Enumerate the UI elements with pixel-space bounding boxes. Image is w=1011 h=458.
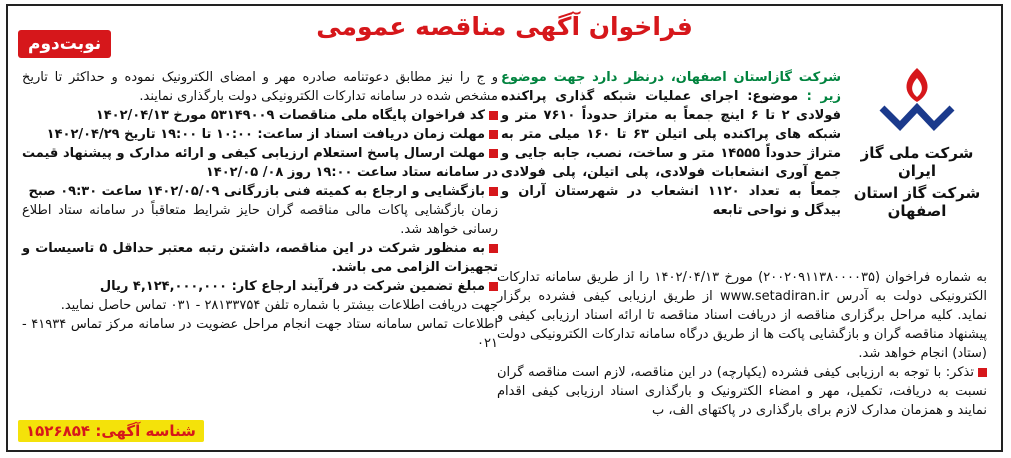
logo-company-subtitle: شرکت گاز استان اصفهان (853, 184, 981, 220)
notice-title: فراخوان آگهی مناقصه عمومی (316, 12, 693, 41)
tender-body (497, 268, 987, 420)
tender-note: تذکر: با توجه به ارزیابی کیفی فشرده (یکپارچه) در این مناقصه، لازم است مناقصه گران نسبت به دریافت، تکمیل، مهر و امضاء الکترونیک و بارگذاری اسناد ارزیابی کیفی اقدام نمایند و همزمان مدارک لازم برای بارگذاری در پاکتهای الف، ب (497, 365, 987, 418)
company-logo (847, 64, 987, 220)
details-column (22, 68, 498, 353)
intro-lead: شرکت گازاستان اصفهان، درنظر دارد جهت موضوع زیر : (501, 70, 841, 104)
tender-paragraph: به شماره فراخوان (۲۰۰۲۰۹۱۱۳۸۰۰۰۰۳۵) مورخ ۱۴۰۲/۰۴/۱۳ را از طریق سامانه تدارکات الکترونیکی دولت به آدرس www.setadiran.ir از طریق ارزیابی کیفی فشرده برگزار نماید. کلیه مراحل برگزاری مناقصه از دریافت اسناد مناقصه تا ارائه اسناد ارزیابی کیفی و پیشنهاد مناقصه گران و بازگشایی پاکت ها از طریق درگاه سامانه تدارکات الکترونیکی دولت (ستاد) انجام خواهد شد. (497, 270, 988, 361)
details-intro: و ج را نیز مطابق دعوتنامه صادره مهر و امضای الکترونیک نموده و حداکثر تا تاریخ مشخص شده در سامانه تدارکات الکترونیکی دولت بارگذاری نمایند. (22, 70, 498, 104)
bullet-icon (489, 187, 498, 196)
intro-column (501, 68, 841, 220)
detail-item-doc-deadline: مهلت زمان دریافت اسناد از ساعت: ۱۰:۰۰ تا ۱۹:۰۰ تاریخ ۱۴۰۲/۰۴/۲۹ (22, 125, 498, 144)
bullet-icon (489, 244, 498, 253)
bullet-icon (978, 368, 987, 377)
contact-setad: اطلاعات تماس سامانه ستاد جهت انجام مراحل عضویت در سامانه مرکز تماس ۴۱۹۳۴ - ۰۲۱ (22, 317, 499, 351)
gas-flame-logo-icon (872, 64, 962, 134)
round-badge: نوبت‌دوم (18, 30, 111, 58)
detail-item-submit-deadline: مهلت ارسال پاسخ استعلام ارزیابی کیفی و ارائه مدارک و پیشنهاد قیمت در سامانه ستاد ساعت ۱۹:۰۰ روز ۰۸/ ۱۴۰۲/۰۵ (22, 146, 498, 180)
detail-item-opening: بازگشایی و ارجاع به کمیته فنی بازرگانی ۱۴۰۲/۰۵/۰۹ ساعت ۰۹:۳۰ صبح (22, 182, 498, 201)
contact-phone: جهت دریافت اطلاعات بیشتر با شماره تلفن ۲۸۱۳۳۷۵۴ - ۰۳۱ تماس حاصل نمایید. (60, 298, 498, 313)
bullet-icon (489, 111, 498, 120)
bullet-icon (489, 149, 498, 158)
detail-item-financial-opening: زمان بازگشایی پاکات مالی مناقصه گران حایز شرایط متعاقباً در سامانه ستاد اطلاع رسانی خواهد شد. (22, 203, 498, 237)
detail-item-rank-requirement: به منظور شرکت در این مناقصه، داشتن رتبه معتبر حداقل ۵ تاسیسات و تجهیزات الزامی می باشد. (22, 241, 498, 275)
ad-identifier: شناسه آگهی: ۱۵۲۶۸۵۴ (18, 420, 204, 442)
detail-item-guarantee: مبلغ تضمین شرکت در فرآیند ارجاع کار: ۴,۱۲۴,۰۰۰,۰۰۰ ریال (22, 277, 498, 296)
detail-item-call-code: کد فراخوان پایگاه ملی مناقصات ۵۳۱۴۹۰۰۹ مورخ ۱۴۰۲/۰۴/۱۳ (22, 106, 498, 125)
bullet-icon (489, 130, 498, 139)
logo-company-name: شرکت ملی گاز ایران (860, 144, 974, 180)
tender-notice (6, 4, 1003, 452)
tender-subject: موضوع: اجرای عملیات شبکه گذاری پراکنده فولادی ۲ تا ۶ اینچ جمعاً به متراژ حدوداً ۷۶۱۰ متر و شبکه های پراکنده پلی اتیلن ۶۳ تا ۱۶۰ میلی متر به متراژ حدوداً ۱۴۵۵۵ متر و ساخت، نصب، جابه جایی و جمع آوری انشعابات فولادی، پلی اتیلن، پلی فولادی جمعاً به تعداد ۱۱۲۰ انشعاب در شهرستان آران و بیدگل و نواحی تابعه (501, 89, 841, 218)
